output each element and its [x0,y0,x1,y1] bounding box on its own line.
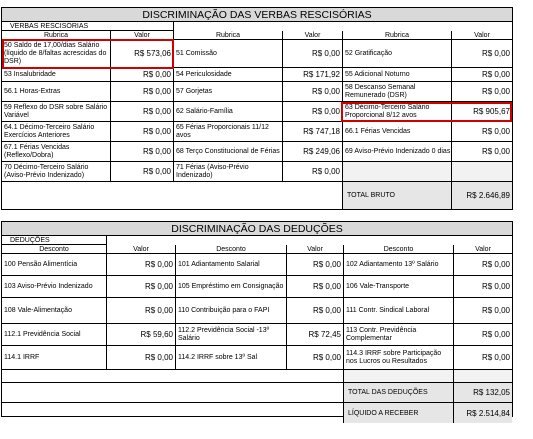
col-header: Desconto [176,245,287,253]
cell-value: R$ 0,00 [283,162,343,181]
deducoes-subtitle: DEDUÇÕES [2,236,107,245]
cell-value: R$ 0,00 [111,122,174,141]
cell-label: 103 Aviso-Prévio Indenizado [2,276,107,297]
table-row [2,68,512,82]
cell-label: 51 Comissão [174,40,283,67]
col-header: Rubrica [174,31,283,39]
cell-value: R$ 0,00 [107,298,176,323]
blank-cell [2,403,344,423]
total-row [2,383,512,403]
table-row [2,324,512,346]
cell-label: 100 Pensão Alimentícia [2,254,107,275]
cell-label: 113 Contr. Previdência Complementar [344,324,454,345]
cell-label: 52 Gratificação [343,40,452,67]
cell-label: 50 Saldo de 17,00/dias Salário (líquido de 8/faltas acrescidas do DSR) [2,40,111,67]
cell-label: 59 Reflexo do DSR sobre Salário Variável [2,102,111,121]
col-header: Valor [283,31,343,39]
col-header: Valor [107,245,176,253]
table-row [2,102,512,122]
total-deducoes-value: R$ 132,05 [454,383,512,402]
cell-label: 106 Vale-Transporte [344,276,454,297]
cell-value: R$ 0,00 [283,40,343,67]
cell-value: R$ 0,00 [111,102,174,121]
cell-value: R$ 0,00 [287,298,344,323]
cell-label: 67.1 Férias Vencidas (Reflexo/Dobra) [2,142,111,161]
table-row [2,82,512,102]
cell-label: 54 Periculosidade [174,68,283,81]
blank-cell [2,370,344,382]
cell-label: 58 Descanso Semanal Remunerado (DSR) [343,82,452,101]
verbas-header-row [2,31,512,40]
cell-value: R$ 0,00 [481,353,510,362]
cell-value: R$ 171,92 [283,68,343,81]
cell-value: R$ 0,00 [111,162,174,181]
table-row [2,142,512,162]
cell-label: 114.2 IRRF sobre 13º Sal [176,346,287,369]
cell-value: R$ 0,00 [481,147,510,156]
deducoes-table [1,221,513,417]
table-row [2,276,512,298]
blank-row [2,370,512,383]
total-row [2,182,512,209]
blank-cell [344,370,454,382]
cell-value: R$ 0,00 [111,68,174,81]
cell-label: 112.1 Previdência Social [2,324,107,345]
table-row [2,254,512,276]
total-bruto-value: R$ 2.646,89 [452,182,512,209]
col-header: Rubrica [2,31,111,39]
cell-label: 64.1 Décimo-Terceiro Salário Exercícios Anteriores [2,122,111,141]
cell-value: R$ 0,00 [481,127,510,136]
blank-cell [454,370,512,382]
cell-value: R$ 0,00 [481,282,510,291]
cell-label: 55 Adicional Noturno [343,68,452,81]
cell-value: R$ 72,45 [287,324,344,345]
cell-label: 56.1 Horas-Extras [2,82,111,101]
col-header: Rubrica [343,31,452,39]
col-header: Valor [474,32,490,39]
table-row [2,298,512,324]
verbas-subtitle: VERBAS RESCISÓRIAS [2,22,174,31]
cell-value: R$ 0,00 [107,346,176,369]
cell-value: R$ 0,00 [287,276,344,297]
cell-label: 108 Vale-Alimentação [2,298,107,323]
cell-value: R$ 0,00 [111,82,174,101]
col-header: Valor [475,246,491,253]
cell-value: R$ 249,06 [283,142,343,161]
cell-value: R$ 0,00 [283,82,343,101]
cell-label [343,162,452,181]
cell-label: 112.2 Previdência Social -13º Salário [176,324,287,345]
cell-value: R$ 0,00 [481,330,510,339]
cell-label: 101 Adiantamento Salarial [176,254,287,275]
cell-value: R$ 59,60 [107,324,176,345]
table-row [2,346,512,370]
cell-label: 63 Décimo-Terceiro Salário Proporcional 8/12 avos [343,102,452,121]
deducoes-header-row [2,245,512,254]
cell-label: 114.3 IRRF sobre Participação nos Lucros ou Resultados [344,346,454,369]
blank-cell [2,182,343,209]
cell-label: 102 Adiantamento 13º Salário [344,254,454,275]
deducoes-title: DISCRIMINAÇÃO DAS DEDUÇÕES [2,222,512,236]
table-row [2,40,512,68]
blank-cell [2,383,344,402]
cell-value: R$ 0,00 [287,346,344,369]
cell-label: 111 Contr. Sindical Laboral [344,298,454,323]
cell-label: 66.1 Férias Vencidas [343,122,452,141]
cell-value: R$ 0,00 [287,254,344,275]
cell-value: R$ 905,67 [473,107,510,116]
table-row [2,162,512,182]
cell-value: R$ 573,06 [111,40,174,67]
cell-value: R$ 0,00 [481,260,510,269]
cell-label: 69 Aviso-Prévio Indenizado 0 dias [343,142,452,161]
cell-label: 62 Salário-Família [174,102,283,121]
cell-value: R$ 0,00 [481,70,510,79]
cell-label: 105 Empréstimo em Consignação [176,276,287,297]
cell-label: 70 Décimo-Terceiro Salário (Aviso-Prévio Indenizado) [2,162,111,181]
cell-value [452,162,512,181]
verbas-title: DISCRIMINAÇÃO DAS VERBAS RESCISÓRIAS [2,8,512,22]
cell-label: 114.1 IRRF [2,346,107,369]
cell-label: 57 Gorjetas [174,82,283,101]
cell-value: R$ 0,00 [111,142,174,161]
cell-value: R$ 0,00 [481,306,510,315]
cell-value: R$ 0,00 [481,49,510,58]
net-row [2,403,512,423]
cell-value: R$ 0,00 [107,254,176,275]
cell-value: R$ 0,00 [481,87,510,96]
total-deducoes-label: TOTAL DAS DEDUÇÕES [344,383,454,402]
total-bruto-label: TOTAL BRUTO [343,182,452,209]
col-header: Desconto [344,245,454,253]
liquido-value: R$ 2.514,84 [454,403,512,423]
table-row [2,122,512,142]
col-header: Valor [287,245,344,253]
liquido-label: LÍQUIDO A RECEBER [344,403,454,423]
verbas-table [1,7,513,210]
cell-value: R$ 0,00 [107,276,176,297]
cell-value: R$ 0,00 [283,102,343,121]
col-header: Desconto [2,245,107,253]
cell-label: 71 Férias (Aviso-Prévio Indenizado) [174,162,283,181]
cell-label: 110 Contribuição para o FAPI [176,298,287,323]
cell-value: R$ 747,18 [283,122,343,141]
cell-label: 65 Férias Proporcionais 11/12 avos [174,122,283,141]
cell-label: 53 Insalubridade [2,68,111,81]
col-header: Valor [111,31,174,39]
cell-label: 68 Terço Constitucional de Férias [174,142,283,161]
